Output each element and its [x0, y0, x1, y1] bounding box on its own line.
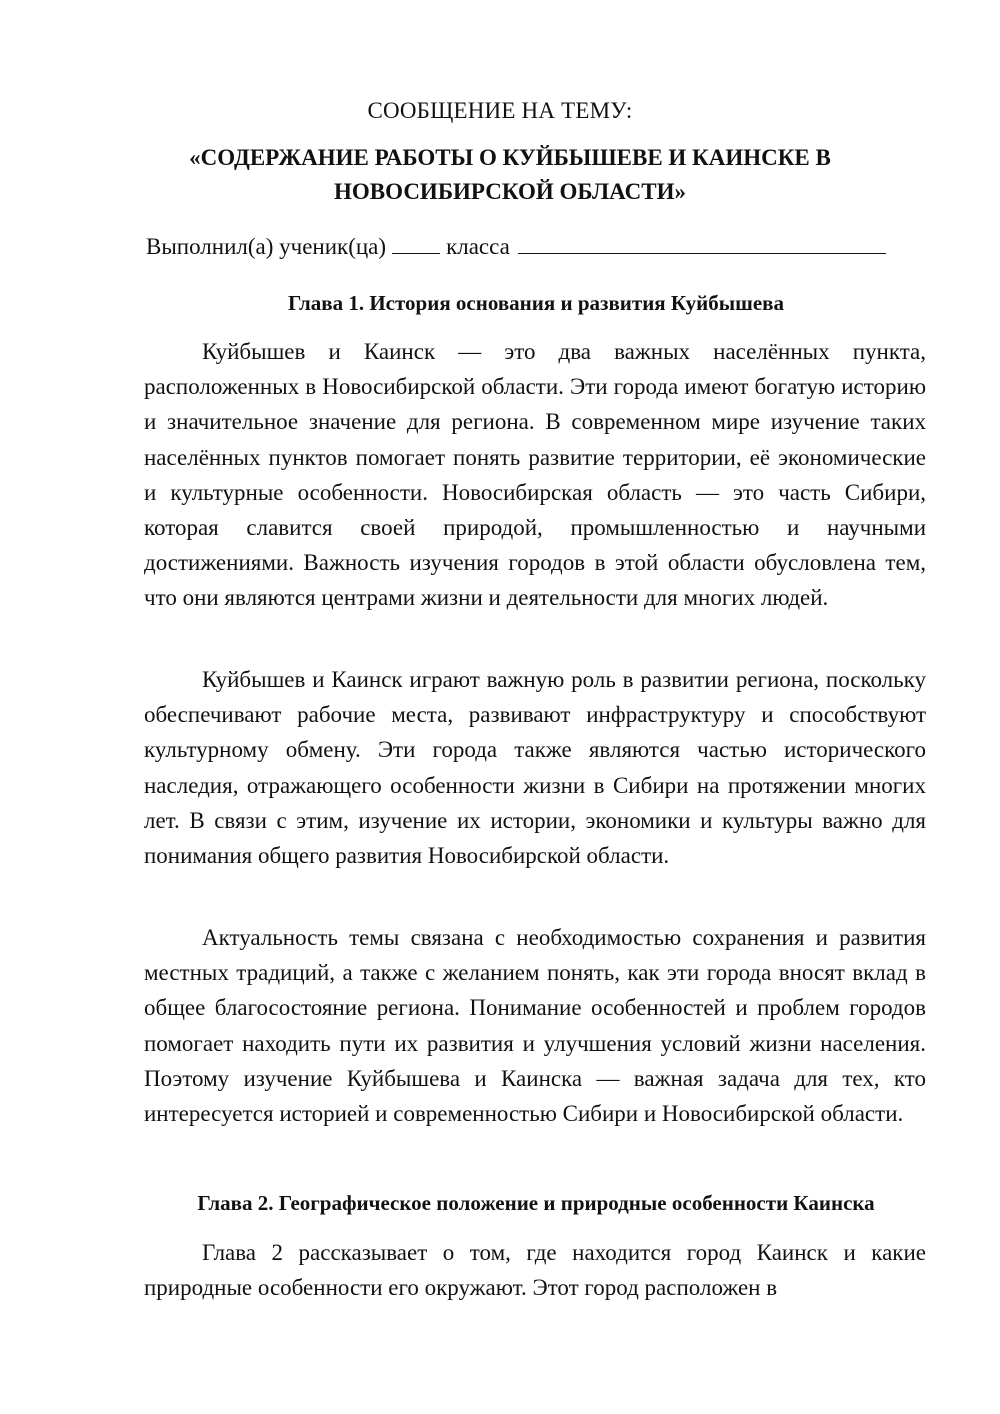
document-title-line-1: «СОДЕРЖАНИЕ РАБОТЫ О КУЙБЫШЕВЕ И КАИНСКЕ В: [189, 145, 831, 170]
student-info-line: [146, 232, 926, 262]
student-label: Выполнил(а) ученик(ца): [146, 234, 387, 259]
chapter-1-paragraph: Куйбышев и Каинск играют важную роль в развитии региона, поскольку обеспечивают рабочие места, развивают инфраструктуру и способствуют культурному обмену. Эти города также являются частью исторического наследия, отражающего особенности жизни в Сибири на протяжении многих лет. В связи с этим, изучение их истории, экономики и культуры важно для понимания общего развития Новосибирской области.: [144, 667, 926, 869]
document-title-line-2: НОВОСИБИРСКОЙ ОБЛАСТИ»: [334, 179, 686, 204]
chapter-2-paragraph: Глава 2 рассказывает о том, где находится город Каинск и какие природные особенности его окружают. Этот город расположен в: [144, 1240, 926, 1301]
grade-blank-field: [392, 233, 440, 254]
document-heading-label: СООБЩЕНИЕ НА ТЕМУ:: [367, 98, 633, 123]
chapter-1-title: Глава 1. История основания и развития Куйбышева: [287, 291, 785, 315]
class-blank-field: [518, 233, 886, 254]
chapter-2-title: Глава 2. Географическое положение и природные особенности Каинска: [197, 1191, 875, 1215]
class-label: класса: [446, 234, 510, 259]
chapter-1-paragraph: Актуальность темы связана с необходимостью сохранения и развития местных традиций, а также с желанием понять, как эти города вносят вклад в общее благосостояние региона. Понимание особенностей и проблем городов помогает находить пути их развития и улучшения условий жизни населения. Поэтому изучение Куйбышева и Каинска — важная задача для тех, кто интересуется историей и современностью Сибири и Новосибирской области.: [144, 925, 926, 1127]
chapter-1-paragraph: Куйбышев и Каинск — это два важных населённых пункта, расположенных в Новосибирской области. Эти города имеют богатую историю и значительное значение для региона. В современном мире изучение таких населённых пунктов помогает понять развитие территории, её экономические и культурные особенности. Новосибирская область — это часть Сибири, которая славится своей природой, промышленностью и научными достижениями. Важность изучения городов в этой области обусловлена тем, что они являются центрами жизни и деятельности для многих людей.: [144, 339, 926, 611]
